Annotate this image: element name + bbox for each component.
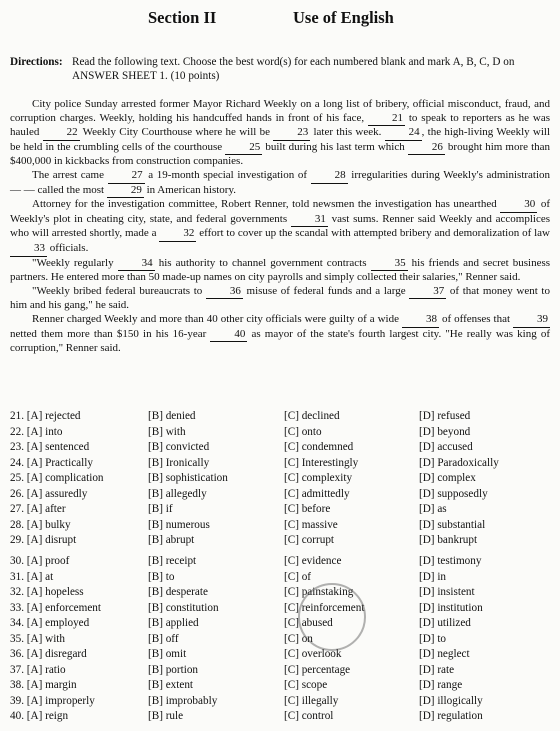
passage-paragraph	[10, 198, 550, 256]
option-row	[10, 488, 550, 503]
option-c[interactable]: [C] scope	[284, 679, 328, 691]
option-row	[10, 586, 550, 601]
option-c[interactable]: [C] admittedly	[284, 487, 350, 500]
option-d[interactable]: [D] utilized	[419, 617, 471, 629]
blank-33: 33	[10, 242, 47, 257]
passage-text: vast sums. Renner said Weekly and accomplices who will arrested shortly, made a	[10, 212, 551, 240]
option-d[interactable]: [D] illogically	[419, 694, 483, 707]
passage-text: netted them more than $150 in his 16-year	[10, 327, 207, 340]
option-a[interactable]: 22. [A] into	[10, 425, 63, 438]
blank-23: 23	[273, 126, 310, 141]
passage-text: in American history.	[146, 183, 237, 196]
passage-text: misuse of federal funds and a large	[246, 284, 406, 297]
passage-text: , the high-living Weekly will be held in the crumbling cells of the courthouse	[10, 126, 551, 153]
option-b[interactable]: [B] numerous	[148, 518, 210, 531]
passage-text: Renner charged Weekly and more than 40 other city officials were guilty of a wide	[32, 312, 399, 325]
option-d[interactable]: [D] complex	[419, 472, 476, 484]
option-a[interactable]: 36. [A] disregard	[10, 648, 87, 660]
section-title: Use of English	[293, 8, 394, 27]
option-d[interactable]: [D] supposedly	[419, 487, 488, 500]
option-d[interactable]: [D] testimony	[419, 555, 482, 567]
option-row	[10, 633, 550, 648]
option-a[interactable]: 25. [A] complication	[10, 472, 104, 484]
seal-stamp	[298, 583, 366, 651]
passage-text: of offenses that	[441, 312, 511, 325]
blank-35: 35	[371, 257, 408, 272]
passage-text: of Weekly's plot in cheating city, state, and federal governments	[10, 198, 551, 225]
blank-25: 25	[225, 141, 262, 156]
option-c[interactable]: [C] complexity	[284, 472, 353, 484]
option-b[interactable]: [B] applied	[148, 617, 199, 629]
passage	[10, 98, 550, 356]
option-b[interactable]: [B] if	[148, 503, 173, 515]
option-b[interactable]: [B] extent	[148, 679, 194, 691]
passage-paragraph	[10, 257, 550, 285]
directions-line-1: Read the following text. Choose the best word(s) for each numbered blank and mark A, B, C, D on	[72, 56, 515, 68]
blank-38: 38	[402, 313, 439, 328]
passage-text: City police Sunday arrested former Mayor Richard Weekly on a long list of bribery, official misconduct, fraud, and corruption charges. Weekly, holding his handcuffed hands in front of his face,	[10, 98, 550, 124]
option-a[interactable]: 32. [A] hopeless	[10, 586, 84, 598]
option-a[interactable]: 28. [A] bulky	[10, 518, 71, 531]
option-d[interactable]: [D] beyond	[419, 425, 471, 438]
option-c[interactable]: [C] painstaking	[284, 586, 354, 598]
option-b[interactable]: [B] portion	[148, 663, 199, 676]
option-c[interactable]: [C] overlook	[284, 648, 342, 660]
option-b[interactable]: [B] constitution	[148, 601, 219, 614]
option-row	[10, 664, 550, 679]
blank-24: 24	[385, 126, 422, 141]
passage-text: built during his last term which	[265, 140, 405, 153]
passage-text: a 19-month special investigation of	[148, 168, 307, 181]
option-row	[10, 617, 550, 632]
passage-text: effort to cover up the scandal with attempted bribery and demoralization of law	[199, 227, 550, 240]
option-b[interactable]: [B] receipt	[148, 555, 197, 567]
blank-21: 21	[368, 112, 405, 127]
option-b[interactable]: [B] allegedly	[148, 487, 207, 500]
blank-22: 22	[43, 126, 80, 141]
blank-29: 29	[107, 184, 144, 199]
option-b[interactable]: [B] improbably	[148, 694, 218, 707]
option-a[interactable]: 27. [A] after	[10, 503, 66, 515]
option-c[interactable]: [C] reinforcement	[284, 601, 365, 614]
blank-32: 32	[159, 227, 196, 242]
blank-30: 30	[500, 198, 537, 213]
option-a[interactable]: 38. [A] margin	[10, 679, 77, 691]
option-c[interactable]: [C] declined	[284, 410, 340, 422]
passage-text: as mayor of the state's fourth largest city. "He really was king of corruption," Renner said.	[10, 327, 550, 355]
option-d[interactable]: [D] to	[419, 632, 447, 645]
passage-text: brought him more than $400,000 in kickbacks from construction companies.	[10, 140, 551, 168]
passage-text: his friends and secret business partners. He entered more than 50 made-up names on city payrolls and simply collected their salaries," Renner said.	[10, 256, 551, 284]
option-b[interactable]: [B] Ironically	[148, 456, 210, 469]
option-row	[10, 555, 550, 570]
option-a[interactable]: 24. [A] Practically	[10, 456, 93, 469]
passage-text: officials.	[49, 241, 89, 254]
option-a[interactable]: 29. [A] disrupt	[10, 534, 77, 546]
passage-text: to speak to reporters as he was hauled	[10, 111, 550, 139]
option-c[interactable]: [C] percentage	[284, 663, 351, 676]
passage-text: "Weekly bribed federal bureaucrats to	[32, 284, 203, 297]
passage-paragraph	[10, 285, 550, 313]
option-a[interactable]: 34. [A] employed	[10, 617, 90, 629]
option-row	[10, 695, 550, 710]
option-row	[10, 441, 550, 456]
blank-28: 28	[311, 169, 348, 184]
option-d[interactable]: [D] range	[419, 679, 463, 691]
option-b[interactable]: [B] desperate	[148, 586, 208, 598]
option-c[interactable]: [C] corrupt	[284, 534, 335, 546]
option-d[interactable]: [D] regulation	[419, 710, 483, 722]
option-c[interactable]: [C] evidence	[284, 555, 342, 567]
page-header	[0, 8, 560, 34]
option-b[interactable]: [B] off	[148, 632, 179, 645]
option-b[interactable]: [B] sophistication	[148, 472, 228, 484]
option-d[interactable]: [D] rate	[419, 663, 455, 676]
option-a[interactable]: 23. [A] sentenced	[10, 441, 90, 453]
blank-36: 36	[206, 285, 243, 300]
option-b[interactable]: [B] omit	[148, 648, 187, 660]
directions-label: Directions:	[10, 56, 63, 68]
option-b[interactable]: [B] abrupt	[148, 534, 195, 546]
option-row	[10, 679, 550, 694]
option-d[interactable]: [D] institution	[419, 601, 483, 614]
option-c[interactable]: [C] control	[284, 710, 334, 722]
option-c[interactable]: [C] onto	[284, 425, 322, 438]
option-a[interactable]: 40. [A] reign	[10, 710, 69, 722]
option-a[interactable]: 31. [A] at	[10, 570, 54, 583]
option-c[interactable]: [C] condemned	[284, 441, 354, 453]
option-c[interactable]: [C] Interestingly	[284, 456, 359, 469]
option-row	[10, 519, 550, 534]
passage-text: his authority to channel government contracts	[158, 256, 367, 269]
option-c[interactable]: [C] of	[284, 570, 312, 583]
option-c[interactable]: [C] illegally	[284, 694, 339, 707]
option-a[interactable]: 39. [A] improperly	[10, 694, 95, 707]
blank-26: 26	[408, 141, 445, 156]
option-b[interactable]: [B] denied	[148, 410, 196, 422]
option-b[interactable]: [B] convicted	[148, 441, 210, 453]
passage-paragraph	[10, 169, 550, 198]
option-b[interactable]: [B] to	[148, 570, 175, 583]
passage-text: The arrest came	[32, 168, 104, 181]
blank-31: 31	[291, 213, 328, 228]
passage-text: "Weekly regularly	[32, 256, 114, 269]
section-label: Section II	[148, 8, 217, 27]
option-d[interactable]: [D] in	[419, 570, 447, 583]
option-a[interactable]: 26. [A] assuredly	[10, 487, 88, 500]
blank-39: 39	[513, 313, 550, 328]
option-row	[10, 503, 550, 518]
blank-27: 27	[108, 169, 145, 184]
option-c[interactable]: [C] on	[284, 632, 313, 645]
option-row	[10, 410, 550, 425]
option-row	[10, 472, 550, 487]
option-d[interactable]: [D] as	[419, 503, 447, 515]
directions-line-2: ANSWER SHEET 1. (10 points)	[72, 70, 220, 82]
option-a[interactable]: 33. [A] enforcement	[10, 601, 102, 614]
option-a[interactable]: 30. [A] proof	[10, 555, 70, 567]
option-row	[10, 426, 550, 441]
option-d[interactable]: [D] insistent	[419, 586, 475, 598]
option-row	[10, 571, 550, 586]
option-row	[10, 648, 550, 663]
passage-text: irregularities during Weekly's administration — — called the most	[10, 168, 551, 196]
option-b[interactable]: [B] rule	[148, 710, 184, 722]
option-a[interactable]: 37. [A] ratio	[10, 663, 66, 676]
option-c[interactable]: [C] massive	[284, 518, 338, 531]
passage-text: Weekly City Courthouse where he will be	[82, 126, 270, 139]
option-d[interactable]: [D] accused	[419, 441, 473, 453]
option-d[interactable]: [D] Paradoxically	[419, 456, 499, 469]
option-b[interactable]: [B] with	[148, 425, 186, 438]
blank-37: 37	[409, 285, 446, 300]
option-row	[10, 457, 550, 472]
option-d[interactable]: [D] substantial	[419, 518, 486, 531]
passage-text: Attorney for the investigation committee, Robert Renner, told newsmen the investigation has unearthed	[32, 198, 497, 211]
option-d[interactable]: [D] refused	[419, 410, 471, 422]
option-a[interactable]: 21. [A] rejected	[10, 410, 81, 422]
option-a[interactable]: 35. [A] with	[10, 632, 65, 645]
directions	[10, 55, 550, 83]
option-row	[10, 710, 550, 725]
passage-text: of that money went to him and his gang," he said.	[10, 284, 550, 312]
blank-40: 40	[210, 328, 247, 343]
option-c[interactable]: [C] before	[284, 503, 331, 515]
option-row	[10, 602, 550, 617]
passage-text: later this week.	[313, 126, 382, 139]
option-d[interactable]: [D] bankrupt	[419, 534, 478, 546]
passage-paragraph	[10, 98, 550, 169]
option-row	[10, 534, 550, 549]
option-d[interactable]: [D] neglect	[419, 648, 470, 660]
blank-34: 34	[118, 257, 155, 272]
passage-paragraph	[10, 313, 550, 356]
option-c[interactable]: [C] abused	[284, 617, 333, 629]
